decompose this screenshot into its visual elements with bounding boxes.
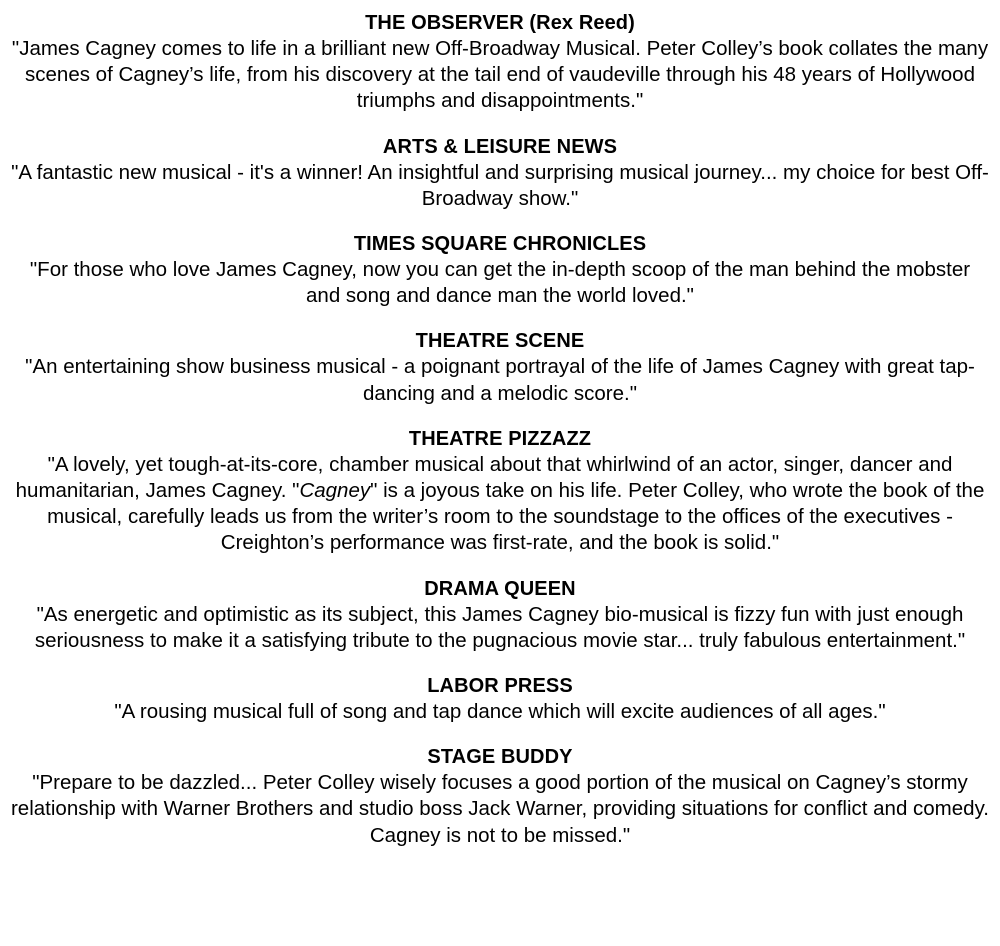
review-quote-before: "A lovely, yet tough-at-its-core, chamber musical about that whirlwind of an actor, singer, dancer and humanitarian, James Cagney. ": [15, 452, 953, 503]
reviews-page: [0, 10, 1000, 868]
review-stage-buddy: [0, 744, 1000, 849]
review-quote: "As energetic and optimistic as its subject, this James Cagney bio-musical is fizzy fun with just enough seriousness to make it a satisfying tribute to the pugnacious movie star... truly fabulous entertainment.": [34, 602, 966, 652]
review-observer: [0, 10, 1000, 115]
review-theatre-scene: [0, 328, 1000, 406]
review-source: ARTS & LEISURE NEWS: [382, 135, 618, 158]
review-source: THE OBSERVER (Rex Reed): [365, 12, 635, 34]
review-times-square-chronicles: [0, 231, 1000, 309]
review-theatre-pizzazz: [0, 426, 1000, 557]
review-source: TIMES SQUARE CHRONICLES: [353, 233, 647, 256]
review-source: DRAMA QUEEN: [424, 577, 576, 600]
review-quote: "A rousing musical full of song and tap dance which will excite audiences of all ages.": [114, 700, 886, 724]
review-quote-italic-title: Cagney: [299, 479, 371, 503]
review-source: STAGE BUDDY: [427, 746, 573, 769]
review-quote: "For those who love James Cagney, now you can get the in-depth scoop of the man behind the mobster and song and dance man the world loved.": [29, 258, 971, 308]
review-quote: "Prepare to be dazzled... Peter Colley wisely focuses a good portion of the musical on Cagney’s stormy relationship with Warner Brothers and studio boss Jack Warner, providing situations for conflict and comedy. Cagney is not to be missed.": [10, 771, 989, 847]
review-labor-press: [0, 673, 1000, 725]
review-arts-leisure-news: [0, 134, 1000, 212]
review-quote-after: " is a joyous take on his life. Peter Colley, who wrote the book of the musical, carefully leads us from the writer’s room to the soundstage to the offices of the executives - Creighton’s performance was first-rate, and the book is solid.": [47, 479, 985, 555]
review-drama-queen: [0, 576, 1000, 654]
review-source: THEATRE PIZZAZZ: [408, 427, 592, 450]
review-quote: "An entertaining show business musical - a poignant portrayal of the life of James Cagney with great tap-dancing and a melodic score.": [25, 355, 975, 405]
review-quote: [10, 452, 990, 557]
review-source: LABOR PRESS: [427, 675, 573, 698]
review-quote: "James Cagney comes to life in a brilliant new Off-Broadway Musical. Peter Colley’s book collates the many scenes of Cagney’s life, from his discovery at the tail end of vaudeville through his 48 years of Hollywood triumphs and disappointments.": [11, 37, 989, 113]
review-quote: "A fantastic new musical - it's a winner! An insightful and surprising musical journey... my choice for best Off-Broadway show.": [11, 160, 989, 210]
review-source: THEATRE SCENE: [415, 330, 585, 353]
